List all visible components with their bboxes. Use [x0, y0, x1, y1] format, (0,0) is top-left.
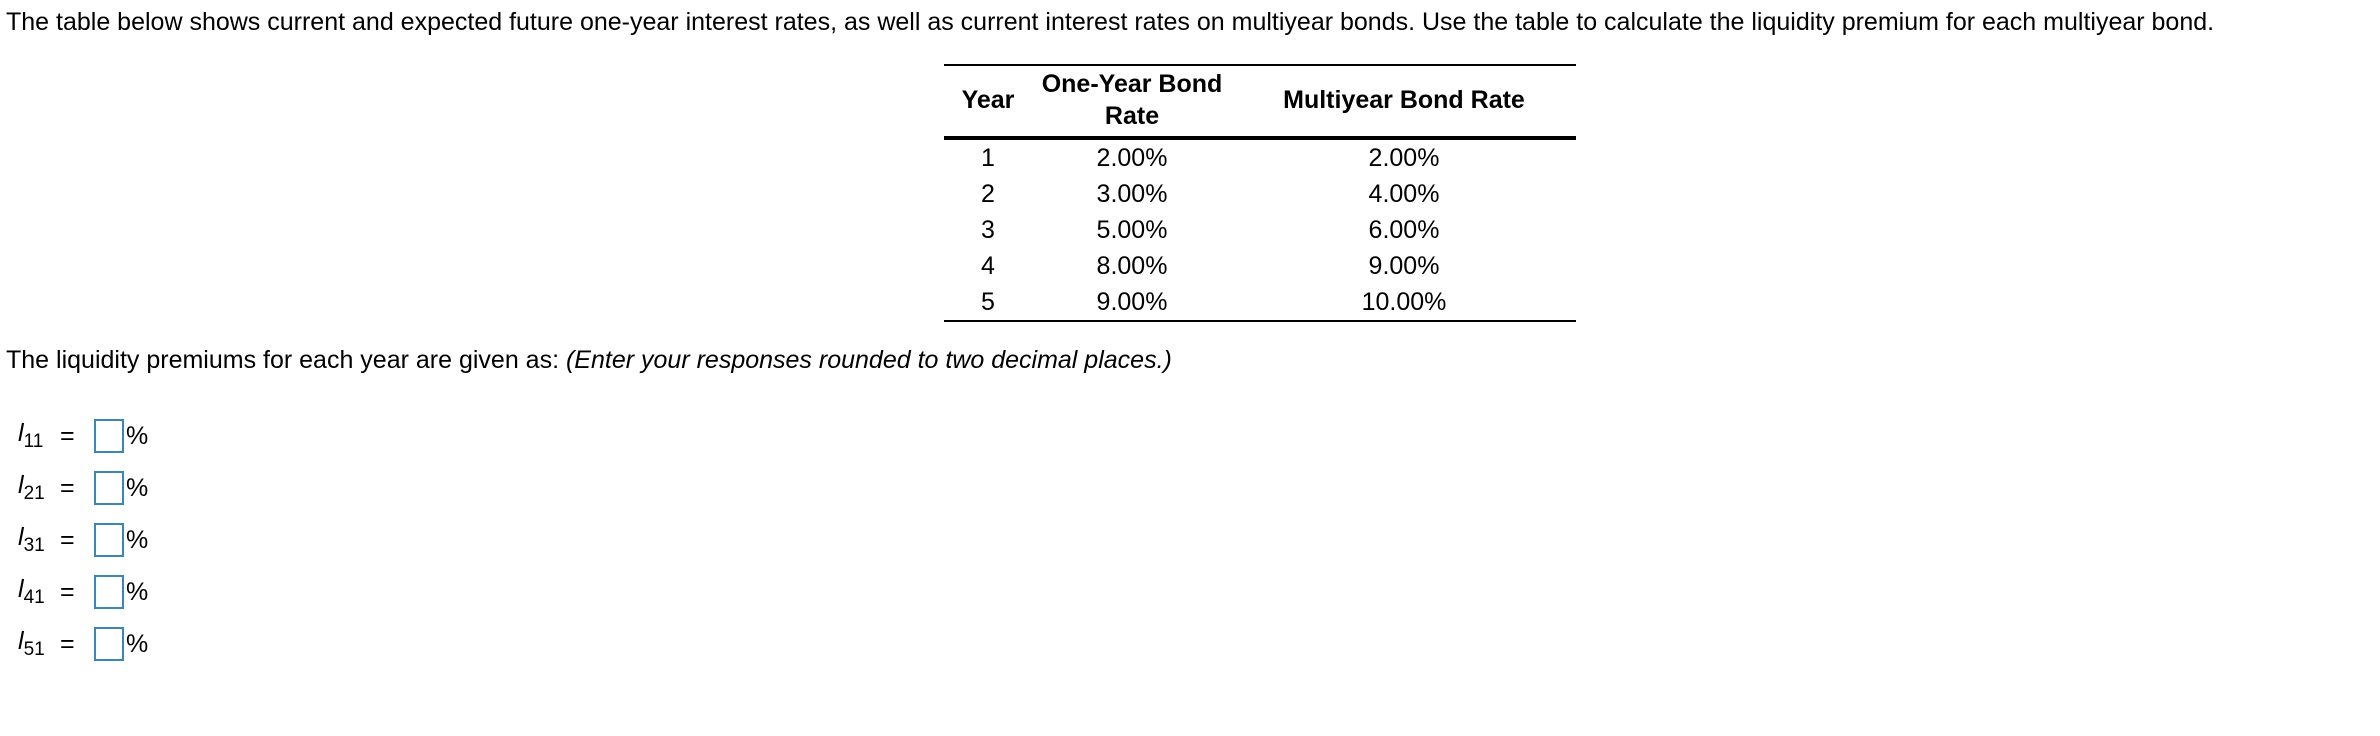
instructions-hint: (Enter your responses rounded to two decimal places.) [565, 346, 1172, 374]
cell-multiyear-rate: 10.00% [1361, 288, 1447, 316]
percent-unit: % [126, 629, 149, 658]
cell-one-year-rate: 5.00% [1096, 216, 1168, 244]
problem-intro: The table below shows current and expected future one-year interest rates, as well as current interest rates on multiyear bonds. Use the table to calculate the liquidity premium for each multiyear bond. [6, 8, 2215, 36]
equals-sign: = [60, 629, 75, 658]
answer-subscript: 11 [23, 431, 44, 452]
answer-subscript: 51 [23, 639, 45, 660]
cell-one-year-rate: 2.00% [1096, 144, 1168, 172]
answer-symbol: l [18, 419, 24, 447]
cell-multiyear-rate: 2.00% [1368, 144, 1440, 172]
instructions-text: The liquidity premiums for each year are given as: [6, 346, 566, 374]
header-year: Year [961, 86, 1015, 114]
table-row [944, 176, 1576, 212]
percent-unit: % [126, 525, 149, 554]
percent-unit: % [126, 577, 149, 606]
cell-year: 5 [981, 288, 995, 316]
table-row [944, 212, 1576, 248]
answer-subscript: 41 [23, 587, 45, 608]
table-row [944, 248, 1576, 284]
percent-unit: % [126, 473, 149, 502]
cell-multiyear-rate: 4.00% [1368, 180, 1440, 208]
table-header-row [944, 65, 1576, 138]
answer-input-l11[interactable] [94, 419, 124, 453]
answer-row-l21 [18, 462, 148, 514]
table-row [944, 138, 1576, 176]
cell-year: 2 [981, 180, 995, 208]
answer-symbol: l [18, 471, 24, 499]
answer-instructions [6, 344, 1172, 376]
cell-multiyear-rate: 6.00% [1368, 216, 1440, 244]
equals-sign: = [60, 473, 75, 502]
cell-multiyear-rate: 9.00% [1368, 252, 1440, 280]
answer-input-l21[interactable] [94, 471, 124, 505]
header-multiyear-bond-rate: Multiyear Bond Rate [1283, 86, 1525, 114]
answer-row-l11 [18, 410, 148, 462]
cell-one-year-rate: 9.00% [1096, 288, 1168, 316]
cell-year: 3 [981, 216, 995, 244]
answer-row-l31 [18, 514, 148, 566]
answer-row-l51 [18, 618, 148, 670]
equals-sign: = [60, 577, 75, 606]
header-one-year-line1: One-Year Bond [1041, 70, 1223, 98]
cell-year: 4 [981, 252, 995, 280]
answer-subscript: 31 [23, 535, 45, 556]
percent-unit: % [126, 421, 149, 450]
table-row [944, 284, 1576, 321]
equals-sign: = [60, 421, 75, 450]
equals-sign: = [60, 525, 75, 554]
answer-label [18, 471, 60, 505]
answer-input-l31[interactable] [94, 523, 124, 557]
cell-year: 1 [981, 144, 995, 172]
answer-input-l41[interactable] [94, 575, 124, 609]
answer-label [18, 419, 60, 453]
answer-label [18, 523, 60, 557]
answer-label [18, 627, 60, 661]
interest-rates-table [944, 64, 1576, 322]
answer-input-l51[interactable] [94, 627, 124, 661]
cell-one-year-rate: 8.00% [1096, 252, 1168, 280]
cell-one-year-rate: 3.00% [1096, 180, 1168, 208]
answer-list [18, 410, 148, 670]
answer-row-l41 [18, 566, 148, 618]
header-one-year-line2: Rate [1104, 102, 1160, 130]
header-one-year-bond-rate [1032, 65, 1232, 138]
answer-symbol: l [18, 575, 24, 603]
answer-label [18, 575, 60, 609]
answer-symbol: l [18, 627, 24, 655]
answer-subscript: 21 [23, 483, 45, 504]
answer-symbol: l [18, 523, 24, 551]
